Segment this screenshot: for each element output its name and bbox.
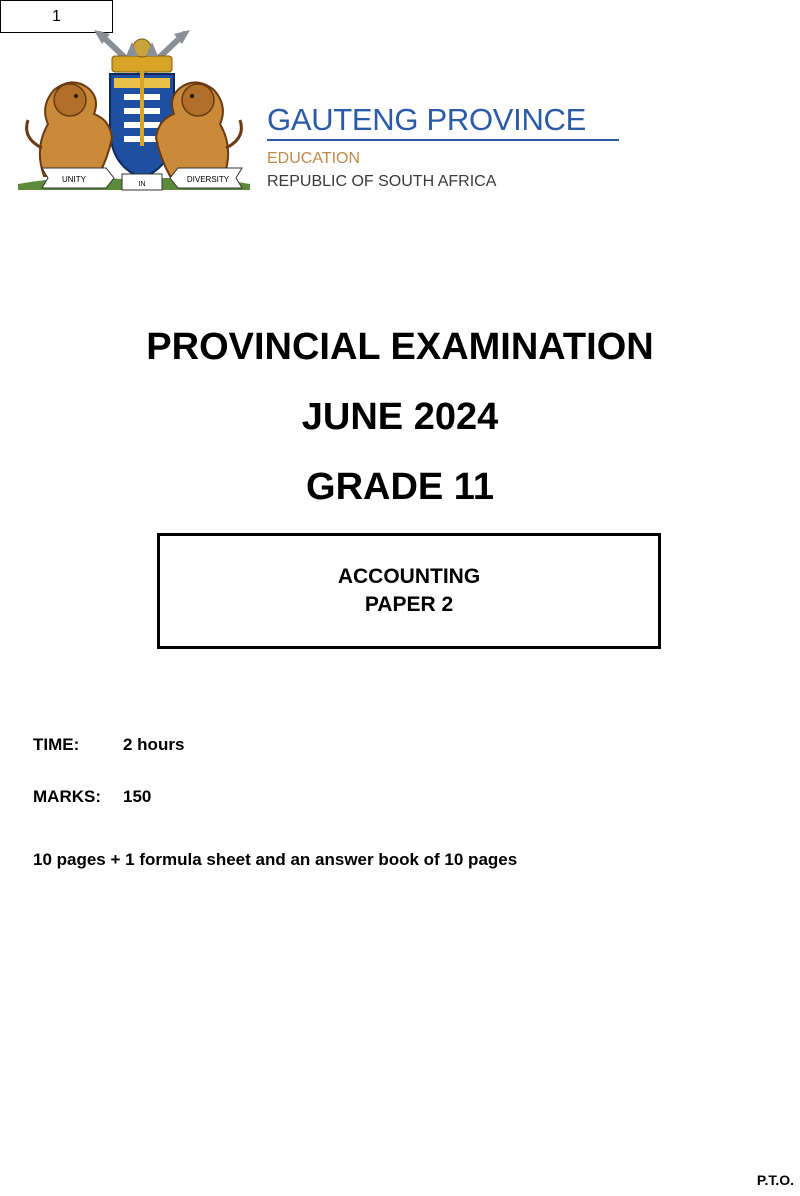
exam-grade: GRADE 11	[306, 466, 494, 508]
page-number: 1	[52, 7, 61, 25]
letterhead	[267, 102, 627, 191]
exam-session: JUNE 2024	[301, 396, 499, 438]
time-row	[33, 735, 184, 755]
pages-note: 10 pages + 1 formula sheet and an answer book of 10 pages	[33, 850, 518, 869]
time-value: 2 hours	[123, 735, 185, 754]
please-turn-over: P.T.O.	[756, 1172, 794, 1188]
marks-row	[33, 787, 151, 807]
department-name: EDUCATION	[267, 150, 361, 167]
exam-title: PROVINCIAL EXAMINATION	[146, 326, 654, 368]
marks-value: 150	[123, 787, 152, 806]
marks-label: MARKS:	[33, 787, 101, 806]
subject-paper: PAPER 2	[364, 593, 454, 616]
crest-motto-left: UNITY	[62, 175, 86, 184]
crest-motto-middle: IN	[138, 181, 146, 188]
subject-name: ACCOUNTING	[337, 565, 481, 588]
country-name: REPUBLIC OF SOUTH AFRICA	[267, 173, 497, 190]
gauteng-coat-of-arms-icon	[14, 28, 254, 196]
province-name: GAUTENG PROVINCE	[267, 102, 587, 137]
letterhead-rule	[267, 139, 619, 141]
subject-box	[157, 533, 661, 649]
time-label: TIME:	[33, 735, 80, 754]
crest-motto-right: DIVERSITY	[186, 175, 230, 184]
